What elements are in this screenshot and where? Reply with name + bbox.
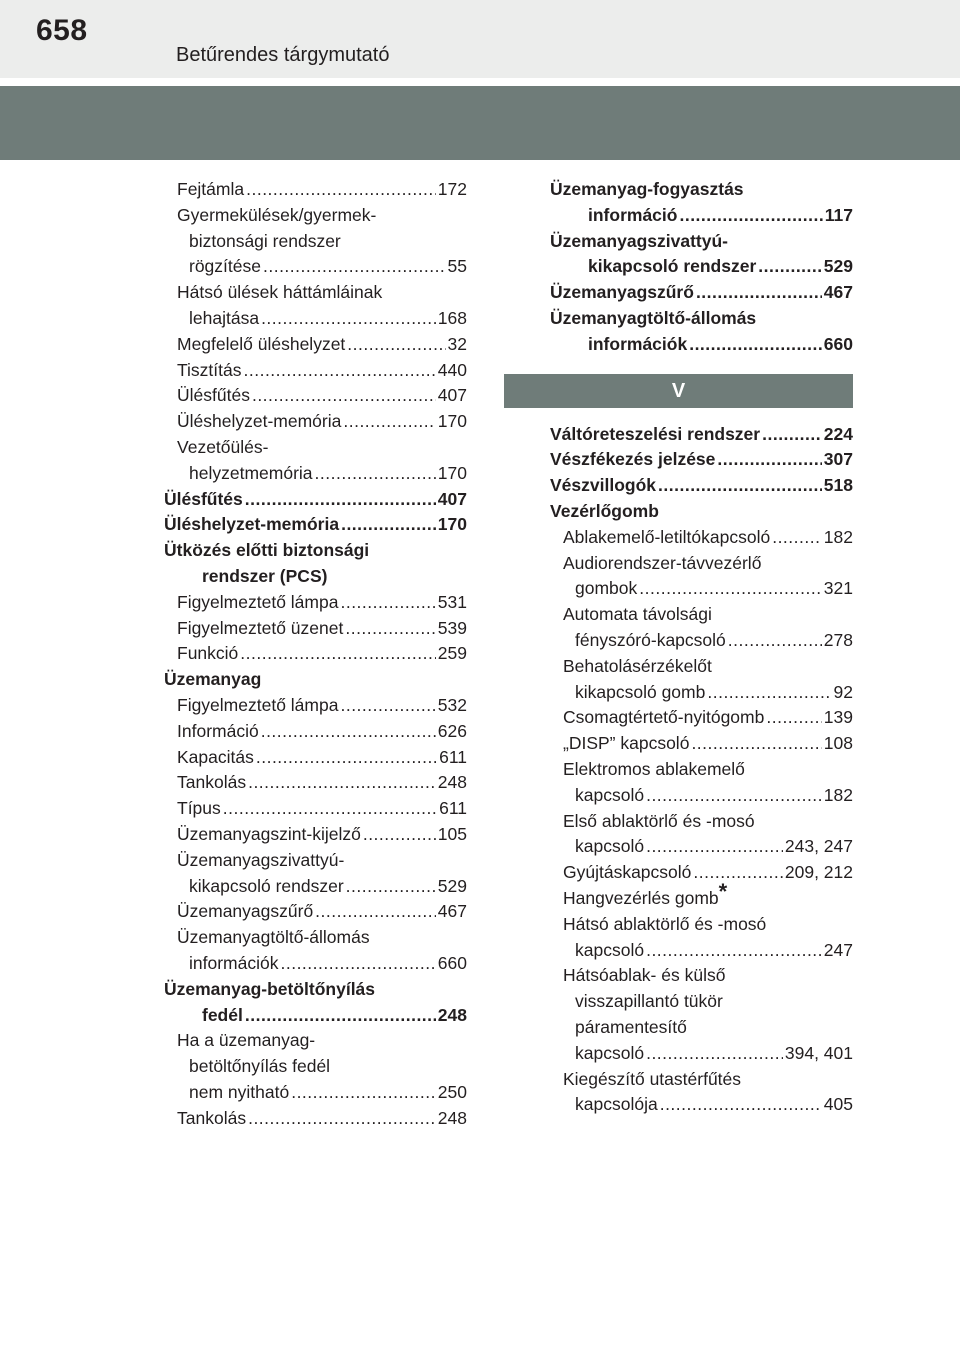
- index-entry: [164, 719, 467, 745]
- dot-leader: [717, 447, 821, 473]
- index-entry-label: Behatolásérzékelőt: [563, 655, 712, 676]
- index-entry-label: Hátsó ülések háttámláinak: [177, 282, 383, 303]
- dot-leader: [728, 628, 822, 654]
- index-entry: [550, 989, 853, 1015]
- index-entry-page: 32: [447, 333, 467, 354]
- index-entry: [164, 874, 467, 900]
- index-entry-label: Figyelmeztető üzenet: [177, 617, 344, 638]
- index-entry: [550, 834, 853, 860]
- page-number: 658: [36, 14, 88, 47]
- dot-leader: [340, 590, 435, 616]
- index-entry: [164, 1054, 467, 1080]
- dot-leader: [689, 332, 822, 358]
- index-entry-label: fedél: [202, 1004, 243, 1025]
- dot-leader: [263, 254, 446, 280]
- index-entry-label: Üzemanyag-betöltőnyílás: [164, 978, 376, 999]
- dot-leader: [248, 770, 436, 796]
- index-entry: [550, 938, 853, 964]
- index-entry: [550, 576, 853, 602]
- dot-leader: [646, 1041, 783, 1067]
- index-entry-label: Üzemanyagszűrő: [177, 901, 314, 922]
- index-entry-label: Vezérlőgomb: [550, 500, 659, 521]
- dot-leader: [341, 512, 436, 538]
- index-entry-page: 172: [437, 179, 467, 199]
- dot-leader: [245, 1003, 436, 1029]
- index-entry-page: 182: [823, 526, 853, 547]
- index-entry-page: 440: [437, 359, 467, 380]
- index-column-left: [164, 177, 467, 1131]
- index-entry-page: 243, 247: [784, 836, 853, 857]
- index-entry: [550, 306, 853, 332]
- index-entry-label: Ülésfűtés: [164, 488, 243, 509]
- index-entry-label: fényszóró-kapcsoló: [575, 629, 726, 650]
- index-entry: [550, 499, 853, 525]
- index-entry-label: Gyújtáskapcsoló: [563, 862, 692, 883]
- index-entry: [164, 616, 467, 642]
- index-entry-label: Hangvezérlés gomb: [563, 887, 719, 908]
- index-entry-label: Audiorendszer-távvezérlő: [563, 552, 762, 573]
- index-entry: [164, 1080, 467, 1106]
- index-entry: [550, 963, 853, 989]
- index-entry-label: Üléshelyzet-memória: [164, 514, 340, 535]
- index-entry: [164, 461, 467, 487]
- dot-leader: [244, 358, 436, 384]
- index-entry-label: információk: [189, 952, 279, 973]
- index-entry: [550, 332, 853, 358]
- index-entry-page: 407: [437, 488, 467, 509]
- index-entry: [550, 229, 853, 255]
- index-entry-page: 170: [437, 514, 467, 535]
- index-entry-label: kikapcsoló rendszer: [588, 256, 757, 277]
- index-entry-page: 248: [437, 1004, 467, 1025]
- index-entry-label: Figyelmeztető lámpa: [177, 591, 339, 612]
- index-entry: [164, 899, 467, 925]
- index-entry-page: 532: [437, 694, 467, 715]
- index-entry-page: 307: [823, 449, 853, 470]
- index-entry: [164, 590, 467, 616]
- index-entry: [164, 822, 467, 848]
- index-entry-page: 182: [823, 784, 853, 805]
- index-entry-label: lehajtása: [189, 307, 260, 328]
- index-entry-label: Tankolás: [177, 772, 247, 793]
- index-entry: [164, 203, 467, 229]
- dot-leader: [646, 834, 783, 860]
- index-entry: [164, 358, 467, 384]
- index-column-right: [550, 177, 853, 1118]
- dot-leader: [691, 731, 821, 757]
- dot-leader: [223, 796, 437, 822]
- index-entry: [550, 422, 853, 448]
- index-entry: [550, 783, 853, 809]
- dot-leader: [347, 332, 445, 358]
- index-entry-page: 224: [823, 423, 853, 444]
- index-entry: [550, 280, 853, 306]
- index-entry: [550, 525, 853, 551]
- index-entry-page: 529: [823, 256, 853, 277]
- index-entry: [550, 860, 853, 886]
- index-entry-label: gombok: [575, 578, 638, 599]
- dot-leader: [315, 461, 436, 487]
- index-entry: [164, 693, 467, 719]
- index-entry-label: Váltóreteszelési rendszer: [550, 423, 761, 444]
- index-group-v: [550, 422, 853, 1119]
- index-entry-label: Automata távolsági: [563, 604, 712, 625]
- asterisk-mark: *: [718, 878, 728, 904]
- index-entry-page: 55: [447, 256, 467, 277]
- index-entry-label: információ: [588, 204, 678, 225]
- index-entry-label: nem nyitható: [189, 1081, 290, 1102]
- index-entry-page: 168: [437, 307, 467, 328]
- index-entry: [550, 1092, 853, 1118]
- index-entry: [164, 512, 467, 538]
- index-entry-label: visszapillantó tükör: [575, 991, 723, 1012]
- index-entry-page: 248: [437, 772, 467, 793]
- index-entry-page: 259: [437, 643, 467, 664]
- dot-leader: [639, 576, 822, 602]
- dot-leader: [660, 1092, 822, 1118]
- dot-leader: [346, 874, 436, 900]
- index-entry-page: 660: [823, 333, 853, 354]
- index-entry-label: „DISP” kapcsoló: [563, 733, 690, 754]
- index-entry-label: Vészvillogók: [550, 475, 657, 496]
- index-entry-label: Ülésfűtés: [177, 385, 250, 406]
- index-entry-label: Üzemanyagtöltő-állomás: [177, 927, 370, 948]
- index-entry: [164, 977, 467, 1003]
- index-entry-label: Üzemanyagszivattyú-: [177, 849, 345, 870]
- index-entry-label: Csomagtértető-nyitógomb: [563, 707, 765, 728]
- index-entry-page: 531: [437, 591, 467, 612]
- index-entry-label: Vészfékezés jelzése: [550, 449, 716, 470]
- index-entry-label: Üzemanyag-fogyasztás: [550, 179, 744, 199]
- index-entry-page: 248: [437, 1107, 467, 1128]
- dot-leader: [245, 487, 436, 513]
- index-entry-page: 518: [823, 475, 853, 496]
- page-header: [0, 0, 960, 78]
- dot-leader: [261, 306, 436, 332]
- index-entry-label: rendszer (PCS): [202, 565, 328, 586]
- index-entry-label: Információ: [177, 720, 259, 741]
- index-entry-page: 467: [437, 901, 467, 922]
- index-entry-label: információk: [588, 333, 688, 354]
- index-entry: [164, 229, 467, 255]
- index-entry: [550, 1041, 853, 1067]
- index-entry: [550, 680, 853, 706]
- index-entry-page: 626: [437, 720, 467, 741]
- index-entry-label: Fejtámla: [177, 179, 245, 199]
- index-entry-label: Üzemanyagszivattyú-: [550, 230, 728, 251]
- index-entry-label: rögzítése: [189, 256, 261, 277]
- index-entry-label: Figyelmeztető lámpa: [177, 694, 339, 715]
- index-entry-label: Megfelelő üléshelyzet: [177, 333, 346, 354]
- index-entry-page: 321: [823, 578, 853, 599]
- index-entry: [164, 745, 467, 771]
- index-entry: [164, 564, 467, 590]
- dot-leader: [240, 641, 436, 667]
- index-entry: [550, 1067, 853, 1093]
- dot-leader: [658, 473, 822, 499]
- header-band: [0, 86, 960, 160]
- index-entry: [550, 203, 853, 229]
- index-entry: [164, 487, 467, 513]
- index-entry-label: Üzemanyagszűrő: [550, 282, 694, 303]
- dot-leader: [762, 422, 822, 448]
- index-entry-page: 529: [437, 875, 467, 896]
- index-entry: [164, 280, 467, 306]
- dot-leader: [252, 383, 436, 409]
- index-entry-label: Kapacitás: [177, 746, 254, 767]
- index-entry-label: Hátsóablak- és külső: [563, 965, 726, 986]
- index-entry: [164, 641, 467, 667]
- index-entry-label: Üzemanyagtöltő-állomás: [550, 307, 757, 328]
- index-entry-label: helyzetmemória: [189, 462, 313, 483]
- dot-leader: [758, 254, 822, 280]
- index-entry-page: 139: [823, 707, 853, 728]
- dot-leader: [315, 899, 436, 925]
- index-entry-label: Ablakemelő-letiltókapcsoló: [563, 526, 771, 547]
- index-entry-label: Üzemanyag: [164, 669, 262, 690]
- index-entry-page: 611: [439, 746, 467, 767]
- dot-leader: [679, 203, 822, 229]
- index-entry: [550, 654, 853, 680]
- index-entry: [550, 254, 853, 280]
- index-entry-page: 117: [824, 204, 853, 225]
- index-entry-page: 92: [833, 681, 853, 702]
- index-entry-label: biztonsági rendszer: [189, 230, 341, 251]
- dot-leader: [693, 860, 782, 886]
- index-entry: [164, 1106, 467, 1132]
- index-entry: [164, 770, 467, 796]
- index-entry-label: Hátsó ablaktörlő és -mosó: [563, 913, 767, 934]
- index-entry: [164, 1028, 467, 1054]
- index-group-u: [550, 177, 853, 358]
- index-entry: [550, 1015, 853, 1041]
- index-entry: [164, 925, 467, 951]
- dot-leader: [772, 525, 822, 551]
- dot-leader: [248, 1106, 436, 1132]
- index-entry: [550, 628, 853, 654]
- index-entry-label: Ha a üzemanyag-: [177, 1030, 316, 1051]
- index-entry: [550, 473, 853, 499]
- index-entry-page: 170: [437, 411, 467, 432]
- dot-leader: [707, 680, 831, 706]
- index-entry-page: 660: [437, 952, 467, 973]
- index-entry: [164, 306, 467, 332]
- dot-leader: [343, 409, 435, 435]
- index-entry: [164, 254, 467, 280]
- index-entry-label: Üzemanyagszint-kijelző: [177, 823, 361, 844]
- index-entry: [550, 878, 853, 912]
- index-entry-page: 247: [823, 939, 853, 960]
- index-entry: [550, 705, 853, 731]
- page-title: Betűrendes tárgymutató: [176, 44, 390, 66]
- index-entry-label: Típus: [177, 798, 221, 819]
- index-entry-label: kapcsoló: [575, 1042, 645, 1063]
- section-heading-v: V: [504, 374, 853, 408]
- index-entry-label: Első ablaktörlő és -mosó: [563, 810, 755, 831]
- dot-leader: [246, 177, 436, 203]
- index-entry-page: 539: [437, 617, 467, 638]
- index-entry-label: Üléshelyzet-memória: [177, 411, 342, 432]
- index-entry-label: Vezetőülés-: [177, 436, 269, 457]
- index-entry: [164, 409, 467, 435]
- index-entry-label: kikapcsoló rendszer: [189, 875, 344, 896]
- index-entry: [164, 332, 467, 358]
- index-entry-label: Kiegészítő utastérfűtés: [563, 1068, 742, 1089]
- index-entry-label: kapcsolója: [575, 1094, 658, 1115]
- index-entry: [164, 951, 467, 977]
- index-entry-page: 407: [437, 385, 467, 406]
- index-entry-page: 611: [439, 798, 467, 819]
- dot-leader: [646, 783, 822, 809]
- index-entry: [550, 731, 853, 757]
- index-entry-label: betöltőnyílás fedél: [189, 1056, 331, 1077]
- dot-leader: [291, 1080, 436, 1106]
- dot-leader: [345, 616, 435, 642]
- index-entry-page: 394, 401: [784, 1042, 853, 1063]
- dot-leader: [363, 822, 436, 848]
- index-entry-label: Funkció: [177, 643, 239, 664]
- index-entry-page: 467: [823, 282, 853, 303]
- index-entry: [550, 602, 853, 628]
- dot-leader: [696, 280, 822, 306]
- index-entry-label: Tankolás: [177, 1107, 247, 1128]
- index-entry: [164, 667, 467, 693]
- index-entry: [550, 447, 853, 473]
- index-entry-label: kapcsoló: [575, 939, 645, 960]
- index-entry-page: 108: [823, 733, 853, 754]
- dot-leader: [261, 719, 436, 745]
- index-entry-label: kapcsoló: [575, 836, 645, 857]
- dot-leader: [256, 745, 437, 771]
- index-entry-page: 250: [437, 1081, 467, 1102]
- index-entry-page: 170: [437, 462, 467, 483]
- index-entry: [550, 912, 853, 938]
- index-entry: [164, 383, 467, 409]
- index-entry-label: kikapcsoló gomb: [575, 681, 706, 702]
- index-entry: [550, 809, 853, 835]
- index-entry: [550, 757, 853, 783]
- index-entry: [164, 1003, 467, 1029]
- index-entry: [164, 848, 467, 874]
- index-entry-label: Gyermekülések/gyermek-: [177, 204, 377, 225]
- index-entry-page: 105: [437, 823, 467, 844]
- index-entry: [164, 435, 467, 461]
- index-entry-page: 209, 212: [784, 862, 853, 883]
- index-entry: [550, 551, 853, 577]
- index-entry-label: Ütközés előtti biztonsági: [164, 540, 370, 561]
- index-entry: [164, 796, 467, 822]
- index-entry-label: kapcsoló: [575, 784, 645, 805]
- index-entry-label: Elektromos ablakemelő: [563, 758, 745, 779]
- index-entry: [164, 177, 467, 203]
- index-entry-label: Tisztítás: [177, 359, 242, 380]
- index-entry-label: páramentesítő: [575, 1016, 687, 1037]
- index-entry: [164, 538, 467, 564]
- dot-leader: [646, 938, 822, 964]
- dot-leader: [280, 951, 435, 977]
- dot-leader: [766, 705, 821, 731]
- index-entry-page: 405: [823, 1094, 853, 1115]
- dot-leader: [340, 693, 435, 719]
- index-entry: [550, 177, 853, 203]
- index-entry-page: 278: [823, 629, 853, 650]
